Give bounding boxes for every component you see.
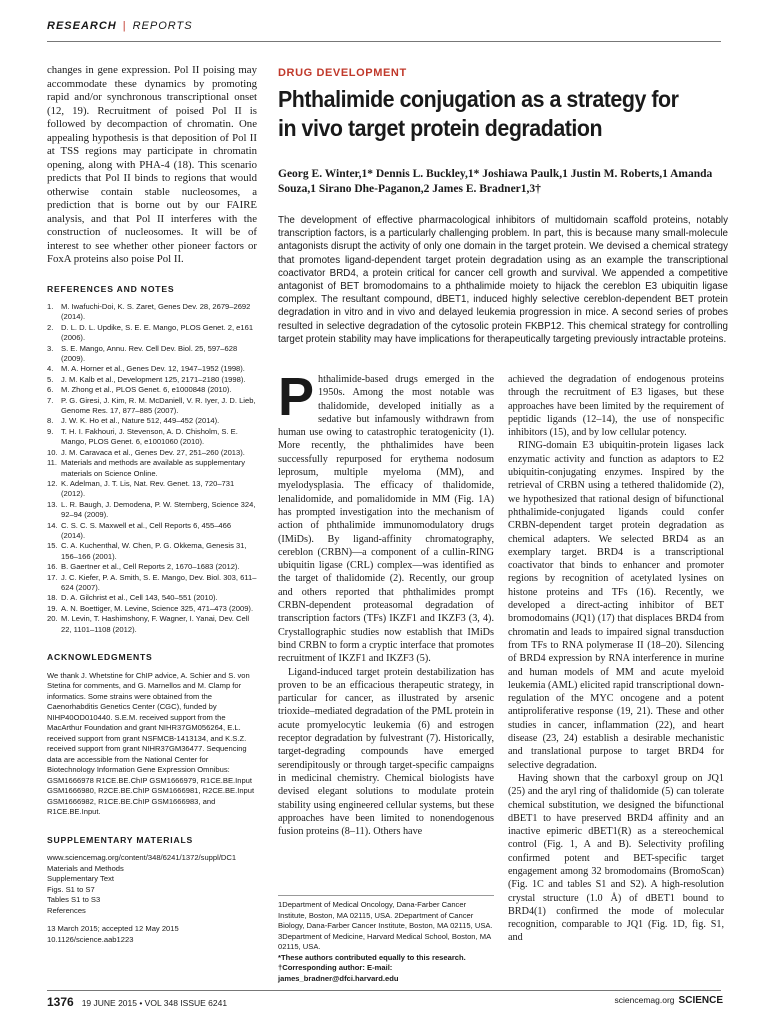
- supplementary-link[interactable]: www.sciencemag.org/content/348/6241/1372/suppl/DC1: [47, 853, 237, 862]
- acknowledgments-heading: ACKNOWLEDGMENTS: [47, 652, 153, 662]
- reference-item: [47, 541, 257, 562]
- body-paragraph: achieved the degradation of endogenous proteins through the recruitment of E3 ligases, but these approaches have been limited by the requirement of peptidic ligands (12–14), the use of nonspecific inhibitors (15), and by low cellular potency.: [508, 374, 724, 439]
- reference-item: [47, 416, 257, 426]
- corresponding-author-note: *These authors contributed equally to this research. †Corresponding author: E-mail: james_bradner@dfci.harvard.edu: [278, 952, 466, 983]
- reference-text: M. Zhong et al., PLOS Genet. 6, e1000848 (2010).: [61, 385, 232, 395]
- reference-item: [47, 364, 257, 374]
- author-list: Georg E. Winter,1* Dennis L. Buckley,1* Joshiawa Paulk,1 Justin M. Roberts,1 Amanda Souza,1 Sirano Dhe-Paganon,2 James E. Bradner1,3†: [278, 168, 713, 195]
- supplementary-item: Tables S1 to S3: [47, 895, 101, 904]
- reference-item: [47, 458, 257, 479]
- site-link[interactable]: sciencemag.org: [614, 995, 675, 1005]
- reference-item: [47, 385, 257, 395]
- acknowledgments-text: We thank J. Whetstine for ChIP advice, A. Schier and S. von Stetina for comments, and G. Marnellos and M. Clamp for informatics. Some strains were obtained from the Caenorhabditis Genetics Center (CGC), funded by NIHP40OD010440. S.E.M. received support from the MacArthur Foundation and grant NIHR37GM056264, E.L. received support from grant NSFMCB-1413134, and K.S.Z. received support from grant NIHR37GM36477. Sequencing data are accessible from the National Center for Biotechnology Information Gene Expression Omnibus: GSM1666978 R1CE.BE.ChIP GSM1666979, R1CE.BE.Input GSM1666980, R2CE.BE.ChIP GSM1666981, R2CE.BE.Input GSM1666982, R1CE.BE.ChIP GSM1666983, and R1CE.BE.Input.: [47, 670, 255, 816]
- body-paragraph: Ligand-induced target protein destabilization has proven to be an efficacious therapeutic strategy, in particular for cancer, as illustrated by arsenic trioxide–mediated degradation of the PML protein in acute promyelocytic leukemia (6) and estrogen receptor degradation by fulvestrant (7). Historically, target-degrading compounds have emerged serendipitously or through target-specific campaigns in medicinal chemistry. Chemical biologists have devised elegant solutions to modulate protein stability using engineered cellular systems, but these approaches have been limited to nonendogenous fusion proteins (8–11). Others have: [278, 666, 494, 838]
- reference-number: 17.: [47, 572, 58, 582]
- reference-item: [47, 375, 257, 385]
- page-number: 1376: [47, 995, 74, 1009]
- journal-name: SCIENCE: [678, 995, 723, 1006]
- reference-text: Materials and methods are available as supplementary materials on Science Online.: [61, 458, 246, 478]
- reference-text: A. N. Boettiger, M. Levine, Science 325, 471–473 (2009).: [61, 603, 254, 613]
- reference-number: 18.: [47, 593, 58, 603]
- affiliation-text: 1Department of Medical Oncology, Dana-Farber Cancer Institute, Boston, MA 02115, USA. 2Department of Cancer Biology, Dana-Farber Cancer Institute, Boston, MA 02115, USA. 3Department of Medicine, Harvard Medical School, Boston, MA 02115, USA.: [278, 900, 493, 951]
- reference-text: C. A. Kuchenthal, W. Chen, P. G. Okkema, Genesis 31, 156–166 (2001).: [61, 541, 247, 561]
- subsection-label: REPORTS: [132, 20, 193, 32]
- body-paragraph: [278, 367, 494, 666]
- reference-text: D. L. D. L. Updike, S. E. E. Mango, PLOS Genet. 2, e161 (2006).: [61, 322, 254, 343]
- left-column: [47, 64, 257, 945]
- reference-list: [47, 302, 257, 635]
- reference-number: 9.: [47, 426, 54, 436]
- reference-text: M. A. Horner et al., Genes Dev. 12, 1947–1952 (1998).: [61, 364, 245, 374]
- reference-number: 14.: [47, 520, 58, 530]
- drop-cap: P: [278, 367, 315, 427]
- reference-text: S. E. Mango, Annu. Rev. Cell Dev. Biol. 25, 597–628 (2009).: [61, 343, 238, 364]
- reference-number: 2.: [47, 322, 54, 332]
- reference-number: 11.: [47, 458, 57, 468]
- reference-item: [47, 604, 257, 614]
- reference-number: 19.: [47, 603, 58, 613]
- reference-item: [47, 396, 257, 417]
- reference-text: D. A. Gilchrist et al., Cell 143, 540–551 (2010).: [61, 593, 218, 603]
- reference-text: B. Gaertner et al., Cell Reports 2, 1670–1683 (2012).: [61, 562, 240, 572]
- reference-item: [47, 521, 257, 542]
- reference-text: P. G. Giresi, J. Kim, R. M. McDaniell, V. R. Iyer, J. D. Lieb, Genome Res. 17, 877–885 (2007).: [61, 395, 256, 416]
- reference-text: J. M. Kalb et al., Development 125, 2171–2180 (1998).: [61, 374, 246, 384]
- abstract: The development of effective pharmacological inhibitors of multidomain scaffold proteins, notably transcription factors, is a particularly challenging problem. In part, this is because many small-molecule antagonists disrupt the activity of only one domain in the target protein. We devised a chemical strategy that promotes ligand-dependent target protein degradation using as an example the transcriptional coactivator BRD4, a protein critical for cancer cell growth and survival. We appended a competitive antagonist of BET bromodomains to a phthalimide moiety to hijack the cereblon E3 ubiquitin ligase complex. The resultant compound, dBET1, induced highly selective cereblon-dependent BET protein degradation in vitro and in vivo and delayed leukemia progression in mice. A second series of probes resulted in selective degradation of the cytosolic protein FKBP12. This chemical strategy for controlling target protein stability may have implications for therapeutically targeting previously intractable proteins.: [278, 215, 728, 345]
- supplementary-list: [47, 853, 257, 945]
- reference-number: 12.: [47, 478, 58, 488]
- reference-text: J. M. Caravaca et al., Genes Dev. 27, 251–260 (2013).: [61, 447, 245, 457]
- doi[interactable]: 10.1126/science.aab1223: [47, 934, 134, 944]
- reference-number: 20.: [47, 614, 58, 624]
- reference-number: 15.: [47, 541, 58, 551]
- reference-number: 3.: [47, 343, 54, 353]
- reference-item: [47, 302, 257, 323]
- reference-text: L. R. Baugh, J. Demodena, P. W. Sternberg, Science 324, 92–94 (2009).: [61, 499, 256, 520]
- page-footer: [47, 995, 723, 1009]
- reference-number: 16.: [47, 562, 58, 572]
- supplementary-item: Figs. S1 to S7: [47, 884, 95, 894]
- reference-item: [47, 448, 257, 458]
- references-heading: REFERENCES AND NOTES: [47, 283, 175, 294]
- supplementary-item: Materials and Methods: [47, 863, 124, 873]
- reference-number: 7.: [47, 395, 54, 405]
- article-title: Phthalimide conjugation as a strategy for in vivo target protein degradation: [278, 86, 679, 141]
- section-label: RESEARCH: [47, 20, 117, 32]
- reference-item: [47, 500, 257, 521]
- paragraph-text: hthalimide-based drugs emerged in the 1950s. Among the most notable was thalidomide, developed initially as a sedative but infamously withdrawn from human use owing to catastrophic teratogenicity (1). More recently, the phthalimides have been successfully repurposed for erythema nodosum leprosum, multiple myeloma (MM), and myelodysplasia. The efficacy of thalidomide, lenalidomide, and pomalidomide in MM (Fig. 1A) has prompted investigation into the mechanism of action of phthalimide immunomodulatory drugs (IMiDs). By ligand-affinity chromatography, cereblon (CRBN)—a component of a cullin-RING ubiquitin ligase (CRL) complex—was identified as the target of thalidomide (2). Recently, our group and others reported that phthalimides prompt CRBN-dependent proteasomal degradation of transcription factors (TFs) IKZF1 and IKZF3 (3, 4). Crystallographic studies now establish that IMiDs bind CRBN to form a cryptic interface that promotes recruitment of IKZF1 and IKZF3 (5).: [278, 374, 494, 665]
- reference-number: 1.: [47, 302, 54, 311]
- reference-item: [47, 593, 257, 603]
- reference-item: [47, 562, 257, 572]
- supplementary-item: References: [47, 905, 86, 915]
- supplementary-heading: SUPPLEMENTARY MATERIALS: [47, 834, 194, 845]
- reference-text: J. C. Kiefer, P. A. Smith, S. E. Mango, Dev. Biol. 303, 611–624 (2007).: [61, 572, 257, 592]
- body-paragraph: RING-domain E3 ubiquitin-protein ligases lack enzymatic activity and function as adaptors to E2 ubiquitin-conjugating enzymes. Inspired by the retrieval of CRBN using a tethered thalidomide (2), we hypothesized that rational design of bifunctional phthalimide-conjugated ligands could confer CRBN-dependent target protein degradation as chemical adapters. We selected BRD4 as an exemplary target. BRD4 is a transcriptional coactivator that binds to enhancer and promoter regions by recognition of acetylated lysines on histone proteins and TFs (16). Recently, we developed a direct-acting inhibitor of BET bromodomains (JQ1) (17) that displaces BRD4 from chromatin and leads to impaired signal transduction from TFs to RNA polymerase II (18–20). Silencing of BRD4 expression by RNA interference in murine and human models of MM and acute myeloid leukemia (AML) elicited rapid transcriptional down-regulation of the MYC oncogene and a potent antiproliferative response (19, 21). These and other studies in cancer, inflammation (22), and heart disease (23, 24) establish a desirable mechanistic and translational purpose to target BRD4 for selective degradation.: [508, 440, 724, 771]
- received-dates: 13 March 2015; accepted 12 May 2015: [47, 924, 179, 933]
- issue-info: 19 JUNE 2015 • VOL 348 ISSUE 6241: [81, 998, 228, 1008]
- reference-item: [47, 323, 257, 344]
- footer-rule: [47, 990, 721, 991]
- reference-text: K. Adelman, J. T. Lis, Nat. Rev. Genet. 13, 720–731 (2012).: [61, 478, 235, 499]
- reference-text: M. Levin, T. Hashimshony, F. Wagner, I. Yanai, Dev. Cell 22, 1101–1108 (2012).: [61, 614, 250, 634]
- reference-number: 10.: [47, 447, 58, 457]
- section-kicker: DRUG DEVELOPMENT: [278, 67, 407, 79]
- reference-item: [47, 344, 257, 365]
- reference-number: 4.: [47, 364, 54, 374]
- reference-text: C. S. C. S. Maxwell et al., Cell Reports 6, 455–466 (2014).: [61, 520, 232, 540]
- body-column-1: [278, 367, 494, 838]
- footer-right: [615, 995, 723, 1006]
- reference-item: [47, 479, 257, 500]
- supplementary-item: Supplementary Text: [47, 874, 114, 883]
- reference-number: 13.: [47, 499, 58, 509]
- body-column-2: [508, 373, 724, 945]
- reference-item: [47, 614, 257, 635]
- reference-item: [47, 427, 257, 448]
- reference-item: [47, 573, 257, 594]
- header-rule: [47, 41, 721, 42]
- reference-number: 6.: [47, 385, 54, 395]
- body-paragraph: Having shown that the carboxyl group on JQ1 (25) and the aryl ring of thalidomide (5) can tolerate chemical substitution, we designed the bifunctional dBET1 to have preserved BRD4 affinity and an inactive epimeric dBET1(R) as a stereochemical control (Fig. 1, A and B). Selectivity profiling confirmed potent and BET-specific target engagement among 32 bromodomains (BromoScan) (Fig. 1C and tables S1 and S2). A high-resolution crystal structure (1.0 Å) of dBET1 bound to BRD4(1) confirmed the mode of molecular recognition, comparable to JQ1 (Fig. 1D, fig. S1, and: [508, 772, 724, 944]
- reference-number: 8.: [47, 416, 54, 426]
- reference-text: J. W. K. Ho et al., Nature 512, 449–452 (2014).: [61, 416, 220, 426]
- affiliations: [278, 895, 494, 984]
- reference-text: M. Iwafuchi-Doi, K. S. Zaret, Genes Dev. 28, 2679–2692 (2014).: [61, 302, 251, 322]
- reference-text: T. H. I. Fakhouri, J. Stevenson, A. D. Chisholm, S. E. Mango, PLOS Genet. 6, e1001060 (2010).: [61, 426, 238, 447]
- intro-paragraph: changes in gene expression. Pol II poising may accommodate these dynamics by promoting rapid and/or synchronous transcriptional onset (12, 19). Recruitment of poised Pol II is followed by decompaction of chromatin. One appealing hypothesis is that deposition of Pol II at TSS regions may participate in chromatin opening, along with PHA-4 (18). This scenario predicts that Pol II binds to regions that would otherwise contain stable nucleosomes, a prediction that is borne out by our FAIRE analysis, and that Pol II interferes with the construction of nucleosomes. It will be of interest to see whether other pioneer factors or FoxA proteins also poise Pol II.: [47, 64, 257, 265]
- running-header: [47, 20, 727, 32]
- header-separator: |: [122, 20, 127, 32]
- reference-number: 5.: [47, 374, 54, 384]
